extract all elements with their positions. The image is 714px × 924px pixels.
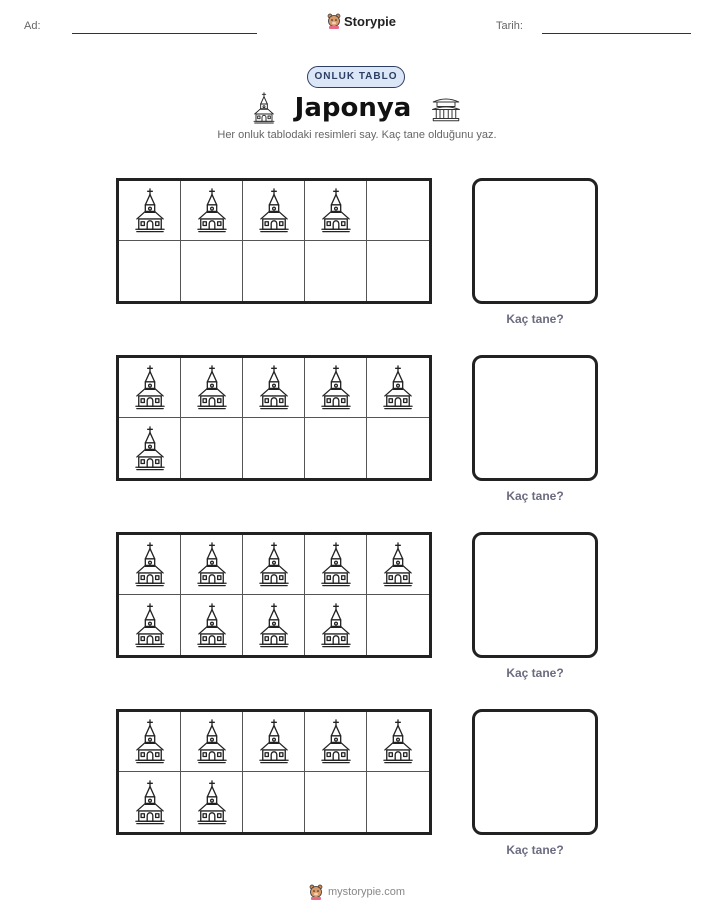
church-icon <box>321 603 351 648</box>
ten-frame-cell <box>119 241 181 301</box>
church-icon <box>197 542 227 587</box>
ten-frame-cell <box>181 712 243 772</box>
ten-frame-cell <box>367 181 429 241</box>
ten-frame-cell <box>243 712 305 772</box>
ten-frame-cell <box>243 535 305 595</box>
ten-frame-cell <box>243 595 305 655</box>
answer-label-2: Kaç tane? <box>506 489 564 503</box>
ten-frame-cell <box>367 772 429 832</box>
ten-frame-cell <box>305 241 367 301</box>
ten-frame-cell <box>367 418 429 478</box>
ten-frame-cell <box>181 241 243 301</box>
answer-label-4: Kaç tane? <box>506 843 564 857</box>
answer-box-2[interactable] <box>472 355 598 481</box>
ten-frame-cell <box>181 418 243 478</box>
church-icon <box>321 188 351 233</box>
ten-frame-cell <box>243 772 305 832</box>
ten-frame-cell <box>243 241 305 301</box>
ten-frame-cell <box>305 712 367 772</box>
ten-frame-1 <box>116 178 432 304</box>
church-icon <box>197 365 227 410</box>
ten-frame-cell <box>305 418 367 478</box>
answer-label-3: Kaç tane? <box>506 666 564 680</box>
ten-frame-3 <box>116 532 432 658</box>
answer-label-1: Kaç tane? <box>506 312 564 326</box>
church-icon <box>135 542 165 587</box>
name-label: Ad: <box>24 20 41 32</box>
church-icon <box>135 188 165 233</box>
bear-icon <box>309 884 323 900</box>
church-icon <box>197 603 227 648</box>
church-icon <box>383 365 413 410</box>
church-icon <box>197 719 227 764</box>
ten-frame-cell <box>119 418 181 478</box>
church-icon <box>321 365 351 410</box>
church-icon <box>135 603 165 648</box>
bear-icon <box>327 13 341 29</box>
ten-frame-cell <box>243 358 305 418</box>
ten-frame-cell <box>181 535 243 595</box>
church-icon <box>383 542 413 587</box>
church-icon <box>135 719 165 764</box>
ten-frame-cell <box>181 181 243 241</box>
ten-frame-cell <box>305 358 367 418</box>
worksheet-badge: ONLUK TABLO <box>307 66 405 88</box>
church-icon <box>321 542 351 587</box>
church-icon <box>259 719 289 764</box>
date-line[interactable] <box>542 33 691 34</box>
ten-frame-cell <box>305 595 367 655</box>
church-icon <box>135 780 165 825</box>
ten-frame-cell <box>119 535 181 595</box>
church-icon <box>259 365 289 410</box>
ten-frame-4 <box>116 709 432 835</box>
church-icon <box>253 92 275 124</box>
brand-name: Storypie <box>344 13 397 29</box>
ten-frame-cell <box>367 712 429 772</box>
date-label: Tarih: <box>496 20 523 32</box>
ten-frame-cell <box>119 772 181 832</box>
footer-url: mystorypie.com <box>327 886 406 898</box>
instructions: Her onluk tablodaki resimleri say. Kaç tane olduğunu yaz. <box>217 129 497 141</box>
ten-frame-cell <box>305 772 367 832</box>
ten-frame-cell <box>367 595 429 655</box>
ten-frame-cell <box>181 772 243 832</box>
name-line[interactable] <box>72 33 257 34</box>
footer <box>0 884 714 900</box>
church-icon <box>259 542 289 587</box>
page-title: Japonya <box>294 93 412 123</box>
title-row <box>0 92 714 124</box>
storypie-logo <box>327 13 396 29</box>
ten-frame-cell <box>119 181 181 241</box>
answer-box-1[interactable] <box>472 178 598 304</box>
temple-icon <box>431 93 461 123</box>
ten-frame-2 <box>116 355 432 481</box>
church-icon <box>321 719 351 764</box>
ten-frame-cell <box>181 358 243 418</box>
ten-frame-cell <box>367 358 429 418</box>
ten-frame-cell <box>119 712 181 772</box>
ten-frame-cell <box>367 535 429 595</box>
church-icon <box>259 188 289 233</box>
answer-box-4[interactable] <box>472 709 598 835</box>
ten-frame-cell <box>367 241 429 301</box>
ten-frame-cell <box>305 535 367 595</box>
church-icon <box>259 603 289 648</box>
ten-frame-cell <box>243 418 305 478</box>
church-icon <box>383 719 413 764</box>
church-icon <box>135 426 165 471</box>
ten-frame-cell <box>119 595 181 655</box>
ten-frame-cell <box>305 181 367 241</box>
answer-box-3[interactable] <box>472 532 598 658</box>
church-icon <box>135 365 165 410</box>
ten-frame-cell <box>119 358 181 418</box>
church-icon <box>197 780 227 825</box>
ten-frame-cell <box>243 181 305 241</box>
church-icon <box>197 188 227 233</box>
ten-frame-cell <box>181 595 243 655</box>
